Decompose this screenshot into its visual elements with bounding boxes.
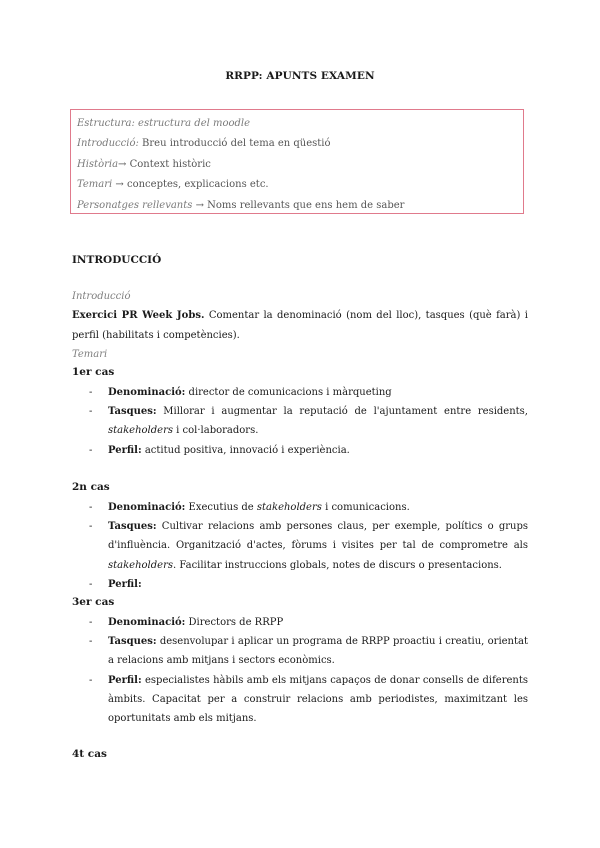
list-item: - Tasques: desenvolupar i aplicar un programa de RRPP proactiu i creatiu, orientat a relacions amb mitjans i sectors econòmics. (89, 636, 528, 667)
list-item: - Perfil: especialistes hàbils amb els mitjans capaços de donar consells de diferents àmbits. Capacitat per a construir relacions amb periodistes, maximitzant les oportunitats amb els mitjans. (89, 674, 528, 725)
structure-line: Temari → conceptes, explicacions etc. (77, 179, 269, 191)
list-item: - Tasques: Millorar i augmentar la reputació de l'ajuntament entre residents, stakeholders i col·laboradors. (89, 406, 528, 437)
list-item: - Denominació: Executius de stakeholders i comunicacions. (89, 502, 410, 513)
structure-line: Història→ Context històric (77, 158, 211, 170)
list-item: - Perfil: (89, 578, 142, 590)
case-heading: 3er cas (72, 596, 115, 608)
case-2-list (72, 498, 528, 594)
list-item: - Perfil: actitud positiva, innovació i experiència. (89, 444, 350, 456)
structure-line: Personatges rellevants → Noms rellevants que ens hem de saber (77, 199, 405, 211)
case-heading: 1er cas (72, 366, 115, 378)
section-heading-introduccio: INTRODUCCIÓ (72, 254, 162, 266)
exercise-paragraph (72, 306, 528, 346)
arrow-icon: → (118, 158, 127, 170)
structure-box (70, 109, 524, 214)
case-heading: 4t cas (72, 748, 107, 760)
exercise-title: Exercici PR Week Jobs. (72, 310, 205, 321)
structure-line: Estructura: estructura del moodle (77, 118, 251, 129)
document-title: RRPP: APUNTS EXAMEN (225, 70, 375, 82)
case-1-list (72, 383, 528, 460)
structure-line: Introducció: Breu introducció del tema en qüestió (77, 138, 331, 150)
list-item: - Tasques: Cultivar relacions amb persones claus, per exemple, polítics o grups d'influència. Organització d'actes, fòrums i visites per tal de comprometre als stakeholders. Facilitar instruccions globals, notes de discurs o presentacions. (89, 521, 528, 571)
case-3-list (72, 613, 528, 728)
introduccio-label: Introducció (72, 291, 131, 302)
arrow-icon: → (192, 199, 208, 211)
exercise-text: Comentar la denominació (nom del lloc), tasques (què farà) i perfil (habilitats i competències). (72, 310, 528, 341)
list-item: - Denominació: Directors de RRPP (89, 617, 284, 628)
arrow-icon: → (112, 179, 127, 191)
list-item: - Denominació: director de comunicacions i màrqueting (89, 387, 392, 398)
temari-label: Temari (72, 349, 108, 360)
case-heading: 2n cas (72, 481, 110, 493)
